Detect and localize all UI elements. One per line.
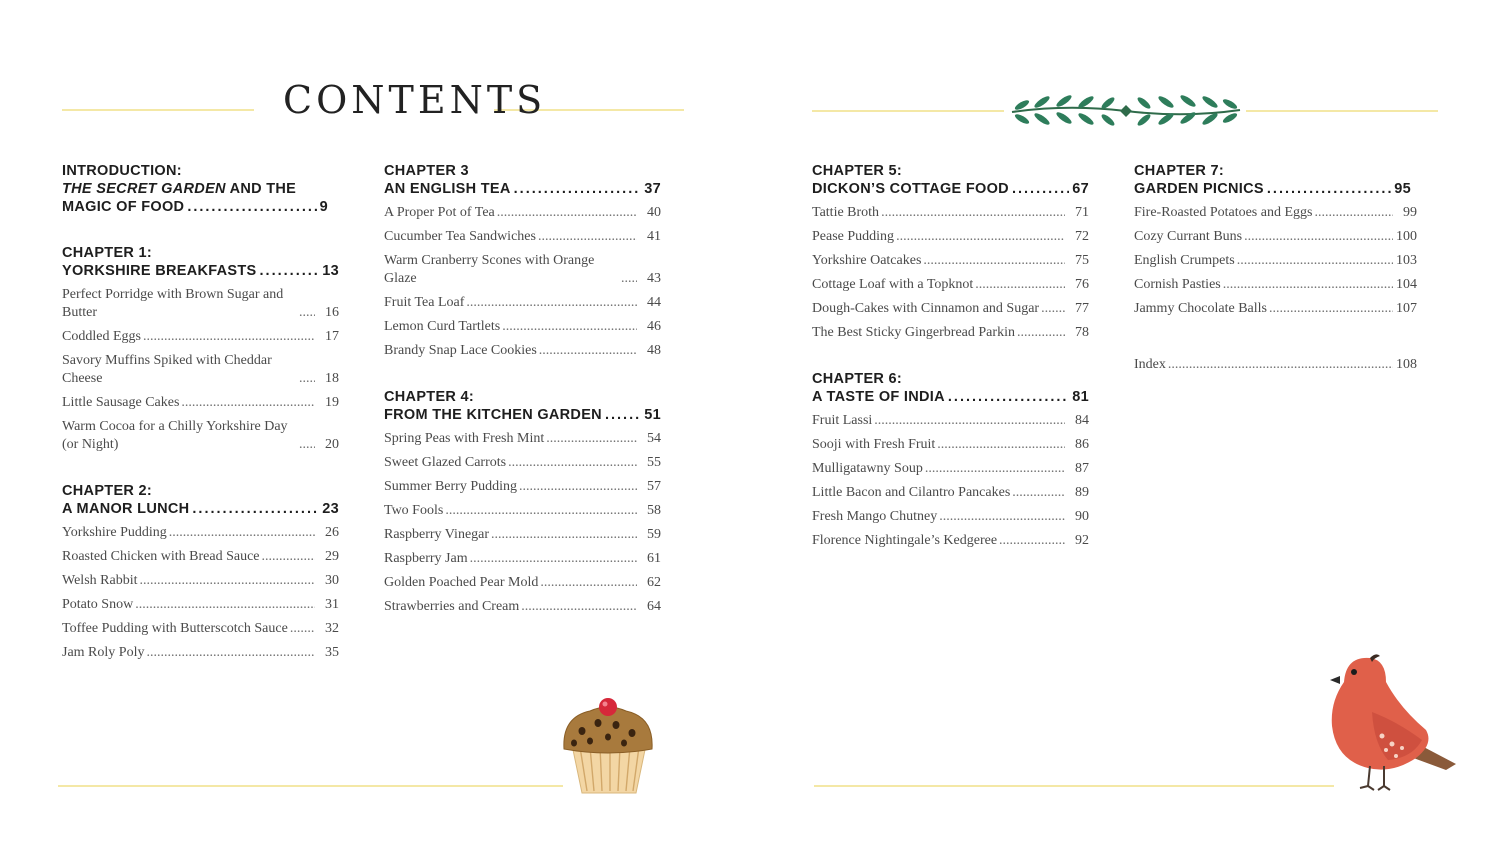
dot-leader bbox=[470, 550, 637, 568]
dot-leader bbox=[192, 500, 319, 518]
recipe-list bbox=[812, 204, 1089, 342]
dot-leader bbox=[514, 180, 642, 198]
recipe-page-number: 35 bbox=[325, 645, 339, 660]
dot-leader bbox=[262, 548, 315, 566]
recipe-page-number: 62 bbox=[647, 575, 661, 590]
page-title: CONTENTS bbox=[283, 78, 547, 122]
dot-leader bbox=[939, 508, 1065, 526]
chapter-title: A TASTE OF INDIA bbox=[812, 389, 945, 405]
dot-leader bbox=[519, 478, 637, 496]
dot-leader bbox=[948, 388, 1069, 406]
recipe-title: Sweet Glazed Carrots bbox=[384, 455, 507, 470]
recipe-list bbox=[812, 412, 1089, 550]
chapter-number: CHAPTER 7: bbox=[1134, 163, 1225, 179]
recipe-title: Dough-Cakes with Cinnamon and Sugar bbox=[812, 301, 1040, 316]
recipe-title: Roasted Chicken with Bread Sauce bbox=[62, 549, 260, 564]
recipe-title: Golden Poached Pear Mold bbox=[384, 575, 539, 590]
recipe-title: Raspberry Vinegar bbox=[384, 527, 490, 542]
recipe-page-number: 31 bbox=[325, 597, 339, 612]
recipe-entry[interactable] bbox=[384, 430, 661, 448]
recipe-page-number: 89 bbox=[1075, 485, 1089, 500]
recipe-title: Toffee Pudding with Butterscotch Sauce bbox=[62, 621, 288, 636]
recipe-entry[interactable] bbox=[62, 286, 339, 322]
recipe-title: Little Bacon and Cilantro Pancakes bbox=[812, 485, 1011, 500]
recipe-page-number: 46 bbox=[647, 319, 661, 334]
recipe-title: Cottage Loaf with a Topknot bbox=[812, 277, 974, 292]
recipe-entry[interactable] bbox=[62, 352, 339, 388]
recipe-entry[interactable] bbox=[812, 228, 1089, 246]
recipe-page-number: 17 bbox=[325, 329, 339, 344]
recipe-page-number: 18 bbox=[325, 371, 339, 386]
recipe-title: Tattie Broth bbox=[812, 205, 880, 220]
chapter-title-row[interactable] bbox=[384, 406, 661, 424]
dot-leader bbox=[999, 532, 1065, 550]
recipe-page-number: 76 bbox=[1075, 277, 1089, 292]
chapter-6 bbox=[812, 370, 1089, 550]
recipe-page-number: 61 bbox=[647, 551, 661, 566]
intro-title-end: MAGIC OF FOOD bbox=[62, 199, 185, 215]
recipe-title: Florence Nightingale’s Kedgeree bbox=[812, 533, 998, 548]
recipe-entry[interactable] bbox=[62, 328, 339, 346]
dot-leader bbox=[896, 228, 1065, 246]
recipe-list bbox=[384, 204, 661, 360]
recipe-entry[interactable] bbox=[62, 572, 339, 590]
dot-leader bbox=[1041, 300, 1065, 318]
recipe-entry[interactable] bbox=[384, 318, 661, 336]
dot-leader bbox=[1314, 204, 1393, 222]
recipe-entry[interactable] bbox=[812, 324, 1089, 342]
recipe-title: Lemon Curd Tartlets bbox=[384, 319, 501, 334]
recipe-page-number: 90 bbox=[1075, 509, 1089, 524]
recipe-page-number: 57 bbox=[647, 479, 661, 494]
dot-leader bbox=[299, 370, 315, 388]
recipe-entry[interactable] bbox=[62, 418, 339, 454]
chapter-4 bbox=[384, 388, 661, 616]
intro-book-title: THE SECRET GARDEN bbox=[62, 181, 226, 197]
dot-leader bbox=[497, 204, 637, 222]
recipe-page-number: 71 bbox=[1075, 205, 1089, 220]
header-rule-right-b bbox=[1246, 110, 1438, 112]
recipe-title: Summer Berry Pudding bbox=[384, 479, 517, 494]
recipe-page-number: 20 bbox=[325, 437, 339, 452]
dot-leader bbox=[540, 574, 637, 592]
toc-column-1 bbox=[62, 162, 339, 690]
intro-line-1: INTRODUCTION: bbox=[62, 163, 182, 179]
toc-column-4 bbox=[1134, 162, 1417, 380]
dot-leader bbox=[546, 430, 637, 448]
dot-leader bbox=[1237, 252, 1393, 270]
intro-line-3 bbox=[62, 198, 328, 216]
recipe-title: Savory Muffins Spiked with Cheddar Cheese bbox=[62, 353, 272, 386]
dot-leader bbox=[975, 276, 1065, 294]
dot-leader bbox=[181, 394, 315, 412]
dot-leader bbox=[937, 436, 1065, 454]
dot-leader bbox=[538, 228, 637, 246]
recipe-page-number: 48 bbox=[647, 343, 661, 358]
recipe-entry[interactable] bbox=[1134, 276, 1417, 294]
index-title: Index bbox=[1134, 357, 1166, 372]
dot-leader bbox=[1012, 484, 1065, 502]
dot-leader bbox=[508, 454, 637, 472]
recipe-page-number: 107 bbox=[1396, 301, 1417, 316]
recipe-page-number: 40 bbox=[647, 205, 661, 220]
recipe-page-number: 19 bbox=[325, 395, 339, 410]
recipe-title: Pease Pudding bbox=[812, 229, 895, 244]
recipe-title: Warm Cocoa for a Chilly Yorkshire Day (or Night) bbox=[62, 419, 288, 452]
chapter-7 bbox=[1134, 162, 1417, 318]
recipe-page-number: 16 bbox=[325, 305, 339, 320]
chapter-page-number: 81 bbox=[1072, 389, 1089, 405]
recipe-entry[interactable] bbox=[812, 204, 1089, 222]
chapter-title-row[interactable] bbox=[812, 180, 1089, 198]
recipe-entry[interactable] bbox=[384, 550, 661, 568]
footer-rule-left bbox=[58, 785, 563, 787]
recipe-title: Jam Roly Poly bbox=[62, 645, 145, 660]
recipe-title: Little Sausage Cakes bbox=[62, 395, 180, 410]
recipe-entry[interactable] bbox=[812, 412, 1089, 430]
recipe-page-number: 30 bbox=[325, 573, 339, 588]
chapter-page-number: 23 bbox=[322, 501, 339, 517]
recipe-page-number: 55 bbox=[647, 455, 661, 470]
recipe-title: Two Fools bbox=[384, 503, 444, 518]
recipe-entry[interactable] bbox=[812, 484, 1089, 502]
recipe-page-number: 86 bbox=[1075, 437, 1089, 452]
dot-leader bbox=[139, 572, 315, 590]
recipe-title: Jammy Chocolate Balls bbox=[1134, 301, 1267, 316]
dot-leader bbox=[1017, 324, 1065, 342]
recipe-page-number: 77 bbox=[1075, 301, 1089, 316]
recipe-title: Spring Peas with Fresh Mint bbox=[384, 431, 545, 446]
recipe-page-number: 59 bbox=[647, 527, 661, 542]
recipe-title: Fire-Roasted Potatoes and Eggs bbox=[1134, 205, 1313, 220]
recipe-title: Fruit Tea Loaf bbox=[384, 295, 465, 310]
robin-bird-icon bbox=[1326, 652, 1460, 794]
dot-leader bbox=[135, 596, 315, 614]
recipe-entry[interactable] bbox=[384, 478, 661, 496]
recipe-entry[interactable] bbox=[812, 300, 1089, 318]
chapter-title-row[interactable] bbox=[62, 262, 339, 280]
recipe-title: Mulligatawny Soup bbox=[812, 461, 923, 476]
dot-leader bbox=[290, 620, 315, 638]
dot-leader bbox=[260, 262, 320, 280]
dot-leader bbox=[621, 270, 637, 288]
chapter-title: DICKON’S COTTAGE FOOD bbox=[812, 181, 1009, 197]
recipe-page-number: 26 bbox=[325, 525, 339, 540]
dot-leader bbox=[1223, 276, 1393, 294]
chapter-5 bbox=[812, 162, 1089, 342]
recipe-entry[interactable] bbox=[62, 548, 339, 566]
recipe-page-number: 87 bbox=[1075, 461, 1089, 476]
chapter-number: CHAPTER 3 bbox=[384, 163, 469, 179]
recipe-page-number: 78 bbox=[1075, 325, 1089, 340]
dot-leader bbox=[187, 198, 316, 216]
chapter-title: YORKSHIRE BREAKFASTS bbox=[62, 263, 257, 279]
chapter-title-row[interactable] bbox=[384, 180, 661, 198]
index-page-number: 108 bbox=[1396, 357, 1417, 372]
index-entry[interactable] bbox=[1134, 356, 1417, 374]
recipe-title: Fresh Mango Chutney bbox=[812, 509, 938, 524]
recipe-page-number: 103 bbox=[1396, 253, 1417, 268]
recipe-title: Raspberry Jam bbox=[384, 551, 468, 566]
recipe-title: Brandy Snap Lace Cookies bbox=[384, 343, 537, 358]
recipe-entry[interactable] bbox=[62, 394, 339, 412]
chapter-number: CHAPTER 1: bbox=[62, 245, 153, 261]
recipe-entry[interactable] bbox=[384, 228, 661, 246]
recipe-page-number: 41 bbox=[647, 229, 661, 244]
chapter-title: GARDEN PICNICS bbox=[1134, 181, 1264, 197]
dot-leader bbox=[923, 252, 1065, 270]
recipe-entry[interactable] bbox=[1134, 228, 1417, 246]
chapter-page-number: 67 bbox=[1072, 181, 1089, 197]
chapter-3 bbox=[384, 162, 661, 360]
dot-leader bbox=[521, 598, 637, 616]
recipe-entry[interactable] bbox=[384, 294, 661, 312]
toc-introduction[interactable] bbox=[62, 162, 339, 216]
chapter-number: CHAPTER 4: bbox=[384, 389, 475, 405]
chapter-page-number: 37 bbox=[644, 181, 661, 197]
recipe-entry[interactable] bbox=[384, 204, 661, 222]
header-rule-right-a bbox=[812, 110, 1004, 112]
recipe-page-number: 32 bbox=[325, 621, 339, 636]
recipe-title: Potato Snow bbox=[62, 597, 134, 612]
recipe-title: Warm Cranberry Scones with Orange Glaze bbox=[384, 253, 595, 286]
dot-leader bbox=[143, 328, 315, 346]
recipe-list bbox=[384, 430, 661, 616]
recipe-entry[interactable] bbox=[384, 574, 661, 592]
recipe-entry[interactable] bbox=[812, 276, 1089, 294]
chapter-title-row[interactable] bbox=[1134, 180, 1411, 198]
recipe-entry[interactable] bbox=[812, 508, 1089, 526]
recipe-title: A Proper Pot of Tea bbox=[384, 205, 495, 220]
recipe-entry[interactable] bbox=[62, 524, 339, 542]
dot-leader bbox=[491, 526, 637, 544]
dot-leader bbox=[881, 204, 1065, 222]
recipe-title: Sooji with Fresh Fruit bbox=[812, 437, 936, 452]
header-rule-left bbox=[62, 109, 254, 111]
dot-leader bbox=[146, 644, 315, 662]
chapter-page-number: 95 bbox=[1394, 181, 1411, 197]
recipe-title: Cornish Pasties bbox=[1134, 277, 1221, 292]
chapter-number: CHAPTER 6: bbox=[812, 371, 903, 387]
chapter-title: A MANOR LUNCH bbox=[62, 501, 190, 517]
recipe-title: Yorkshire Pudding bbox=[62, 525, 167, 540]
chapter-2 bbox=[62, 482, 339, 662]
intro-line-2-rest: AND THE bbox=[225, 181, 297, 197]
recipe-page-number: 100 bbox=[1396, 229, 1417, 244]
laurel-branch-icon bbox=[1008, 94, 1244, 128]
recipe-title: Cozy Currant Buns bbox=[1134, 229, 1243, 244]
recipe-page-number: 104 bbox=[1396, 277, 1417, 292]
recipe-page-number: 58 bbox=[647, 503, 661, 518]
chapter-title-row[interactable] bbox=[62, 500, 339, 518]
recipe-page-number: 84 bbox=[1075, 413, 1089, 428]
recipe-entry[interactable] bbox=[384, 252, 661, 288]
recipe-page-number: 44 bbox=[647, 295, 661, 310]
recipe-title: Coddled Eggs bbox=[62, 329, 141, 344]
recipe-entry[interactable] bbox=[812, 436, 1089, 454]
dot-leader bbox=[466, 294, 637, 312]
recipe-entry[interactable] bbox=[62, 644, 339, 662]
recipe-entry[interactable] bbox=[812, 252, 1089, 270]
recipe-entry[interactable] bbox=[384, 454, 661, 472]
dot-leader bbox=[299, 304, 315, 322]
recipe-list bbox=[1134, 204, 1417, 318]
dot-leader bbox=[1269, 300, 1393, 318]
dot-leader bbox=[605, 406, 641, 424]
chapter-title: FROM THE KITCHEN GARDEN bbox=[384, 407, 602, 423]
cupcake-icon bbox=[560, 695, 656, 797]
recipe-entry[interactable] bbox=[62, 596, 339, 614]
recipe-page-number: 54 bbox=[647, 431, 661, 446]
recipe-page-number: 92 bbox=[1075, 533, 1089, 548]
recipe-page-number: 43 bbox=[647, 271, 661, 286]
recipe-entry[interactable] bbox=[1134, 204, 1417, 222]
chapter-number: CHAPTER 5: bbox=[812, 163, 903, 179]
recipe-title: English Crumpets bbox=[1134, 253, 1235, 268]
intro-page-number: 9 bbox=[319, 199, 328, 215]
recipe-page-number: 99 bbox=[1403, 205, 1417, 220]
recipe-page-number: 72 bbox=[1075, 229, 1089, 244]
recipe-entry[interactable] bbox=[1134, 252, 1417, 270]
recipe-page-number: 75 bbox=[1075, 253, 1089, 268]
recipe-entry[interactable] bbox=[62, 620, 339, 638]
recipe-entry[interactable] bbox=[1134, 300, 1417, 318]
dot-leader bbox=[1168, 356, 1393, 374]
recipe-title: Welsh Rabbit bbox=[62, 573, 138, 588]
recipe-entry[interactable] bbox=[384, 526, 661, 544]
recipe-entry[interactable] bbox=[384, 598, 661, 616]
recipe-entry[interactable] bbox=[812, 532, 1089, 550]
recipe-title: Fruit Lassi bbox=[812, 413, 873, 428]
dot-leader bbox=[1012, 180, 1069, 198]
chapter-page-number: 13 bbox=[322, 263, 339, 279]
intro-line-2 bbox=[62, 180, 339, 198]
dot-leader bbox=[445, 502, 637, 520]
recipe-list bbox=[62, 286, 339, 454]
dot-leader bbox=[539, 342, 637, 360]
recipe-entry[interactable] bbox=[384, 502, 661, 520]
toc-column-3 bbox=[812, 162, 1089, 578]
chapter-1 bbox=[62, 244, 339, 454]
recipe-entry[interactable] bbox=[812, 460, 1089, 478]
chapter-title-row[interactable] bbox=[812, 388, 1089, 406]
recipe-entry[interactable] bbox=[384, 342, 661, 360]
dot-leader bbox=[169, 524, 315, 542]
dot-leader bbox=[299, 436, 315, 454]
dot-leader bbox=[874, 412, 1065, 430]
recipe-title: The Best Sticky Gingerbread Parkin bbox=[812, 325, 1015, 340]
dot-leader bbox=[1267, 180, 1391, 198]
recipe-title: Perfect Porridge with Brown Sugar and Butter bbox=[62, 287, 284, 320]
chapter-title: AN ENGLISH TEA bbox=[384, 181, 511, 197]
chapter-number: CHAPTER 2: bbox=[62, 483, 153, 499]
dot-leader bbox=[1244, 228, 1393, 246]
dot-leader bbox=[502, 318, 637, 336]
chapter-page-number: 51 bbox=[644, 407, 661, 423]
toc-column-2 bbox=[384, 162, 661, 644]
footer-rule-right bbox=[814, 785, 1334, 787]
recipe-list bbox=[62, 524, 339, 662]
recipe-page-number: 29 bbox=[325, 549, 339, 564]
recipe-title: Cucumber Tea Sandwiches bbox=[384, 229, 536, 244]
recipe-page-number: 64 bbox=[647, 599, 661, 614]
dot-leader bbox=[925, 460, 1065, 478]
recipe-title: Yorkshire Oatcakes bbox=[812, 253, 922, 268]
recipe-title: Strawberries and Cream bbox=[384, 599, 520, 614]
